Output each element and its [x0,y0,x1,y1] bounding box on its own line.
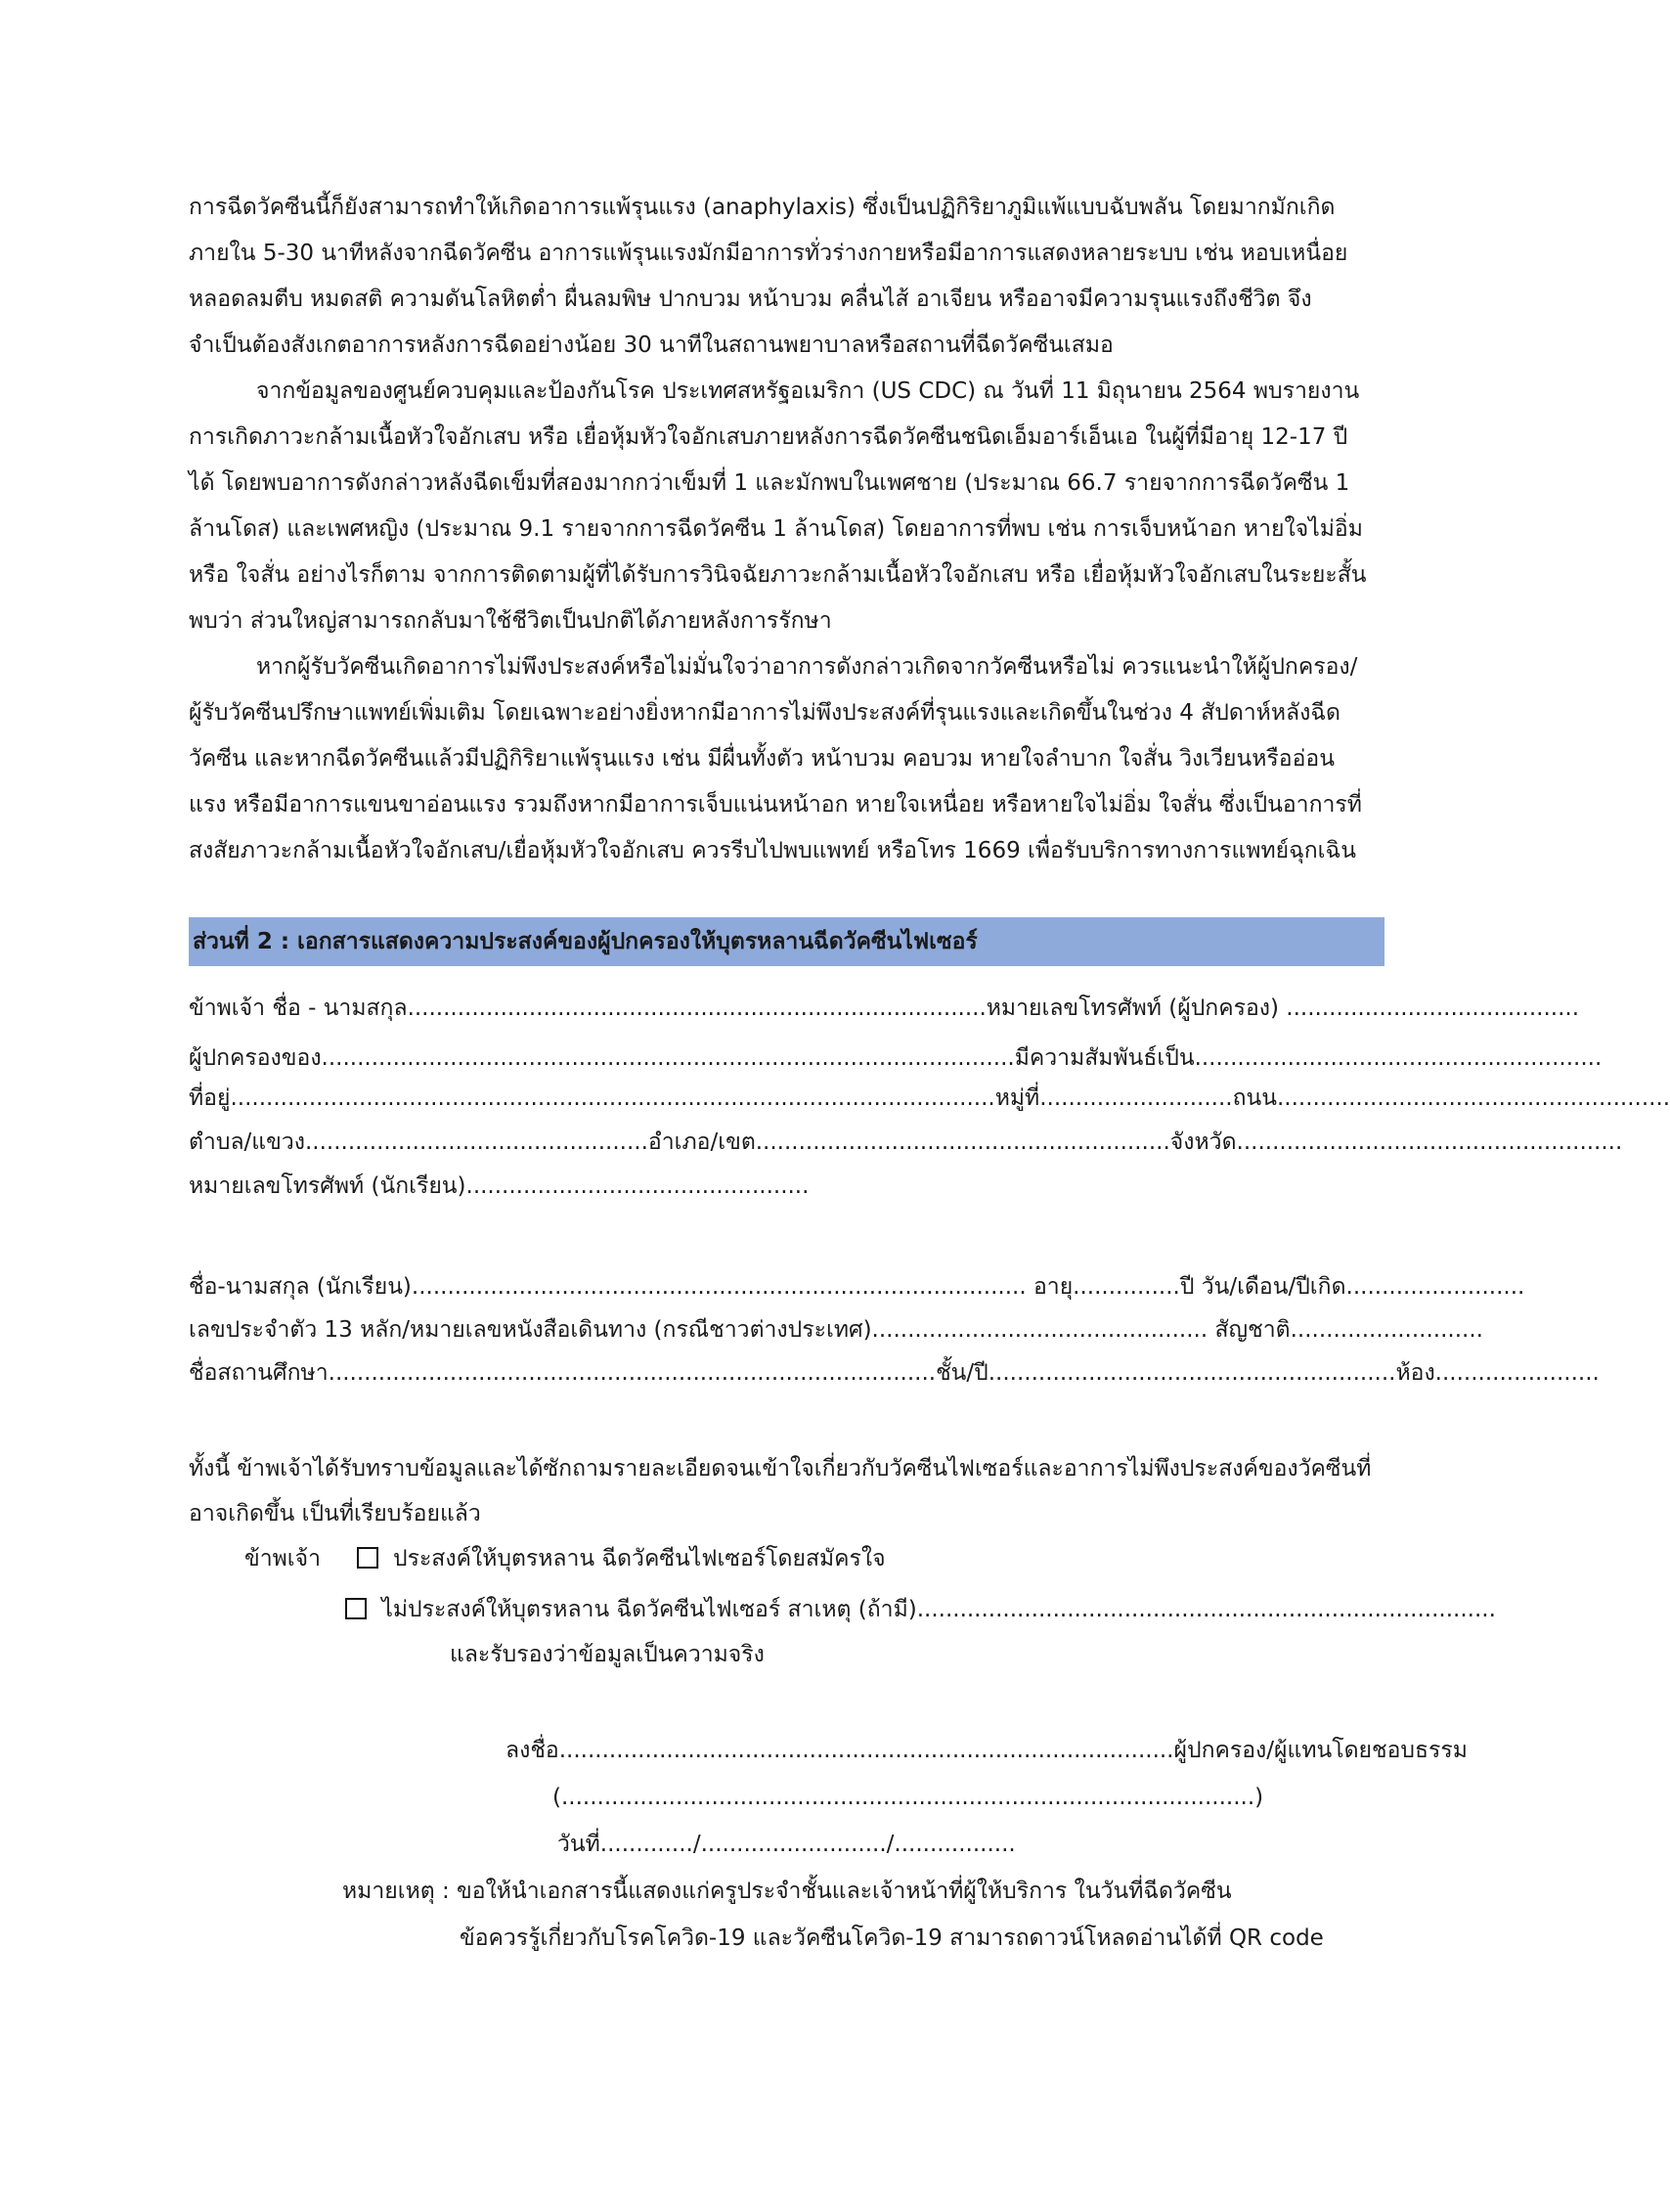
school-field[interactable]: ชื่อสถานศึกษา.....................................................................................ชั้น/ปี.........................................................ห้อง....................... [189,1360,1600,1386]
student-name-field[interactable]: ชื่อ-นามสกุล (นักเรียน)...................................................................................... อายุ...............ปี วัน/เดือน/ปีเกิด......................... [189,1274,1525,1300]
body-line: จากข้อมูลของศูนย์ควบคุมและป้องกันโรค ประเทศสหรัฐอเมริกา (US CDC) ณ วันที่ 11 มิถุนายน 2564 พบรายงาน [256,378,1360,404]
consent-prefix: ข้าพเจ้า [244,1546,322,1571]
body-line: ได้ โดยพบอาการดังกล่าวหลังฉีดเข็มที่สองมากกว่าเข็มที่ 1 และมักพบในเพศชาย (ประมาณ 66.7 รายจากการฉีดวัคซีน 1 [189,470,1350,496]
body-line: วัคซีน และหากฉีดวัคซีนแล้วมีปฏิกิริยาแพ้รุนแรง เช่น มีผื่นทั้งตัว หน้าบวม คอบวม หายใจลำบาก ใจสั่น วิงเวียนหรืออ่อน [189,746,1335,772]
certify-text: และรับรองว่าข้อมูลเป็นความจริง [450,1642,765,1667]
signature-field[interactable]: ลงชื่อ......................................................................................ผู้ปกครอง/ผู้แทนโดยชอบธรรม [505,1738,1468,1763]
acknowledgement-text: ทั้งนี้ ข้าพเจ้าได้รับทราบข้อมูลและได้ซักถามรายละเอียดจนเข้าใจเกี่ยวกับวัคซีนไฟเซอร์และอาการไม่พึงประสงค์ของวัคซีนที่ [189,1456,1372,1482]
student-phone-field[interactable]: หมายเลขโทรศัพท์ (นักเรียน)................................................ [189,1173,810,1199]
body-line: การเกิดภาวะกล้ามเนื้อหัวใจอักเสบ หรือ เยื่อหุ้มหัวใจอักเสบภายหลังการฉีดวัคซีนชนิดเอ็มอาร์เอ็นเอ ในผู้ที่มีอายุ 12-17 ปี [189,424,1348,450]
consent-yes-checkbox[interactable] [357,1547,378,1569]
note-qr-text: ข้อควรรู้เกี่ยวกับโรคโควิด-19 และวัคซีนโควิด-19 สามารถดาวน์โหลดอ่านได้ที่ QR code [460,1925,1324,1951]
body-line: ล้านโดส) และเพศหญิง (ประมาณ 9.1 รายจากการฉีดวัคซีน 1 ล้านโดส) โดยอาการที่พบ เช่น การเจ็บหน้าอก หายใจไม่อิ่ม [189,516,1363,542]
body-line: หลอดลมตีบ หมดสติ ความดันโลหิตต่ำ ผื่นลมพิษ ปากบวม หน้าบวม คลื่นไส้ อาเจียน หรืออาจมีความรุนแรงถึงชีวิต จึง [189,287,1312,312]
district-province-field[interactable]: ตำบล/แขวง................................................อำเภอ/เขต..........................................................จังหวัด...................................................... [189,1129,1623,1155]
consent-yes-row [244,1539,1369,1578]
note-text: หมายเหตุ : ขอให้นำเอกสารนี้แสดงแก่ครูประจำชั้นและเจ้าหน้าที่ผู้ให้บริการ ในวันที่ฉีดวัคซีน [342,1879,1232,1904]
consent-no-checkbox[interactable] [345,1598,367,1619]
consent-yes-label: ประสงค์ให้บุตรหลาน ฉีดวัคซีนไฟเซอร์โดยสมัครใจ [393,1546,886,1571]
body-line: ผู้รับวัคซีนปรึกษาแพทย์เพิ่มเติม โดยเฉพาะอย่างยิ่งหากมีอาการไม่พึงประสงค์ที่รุนแรงและเกิดขึ้นในช่วง 4 สัปดาห์หลังฉีด [189,700,1340,726]
body-line: หรือ ใจสั่น อย่างไรก็ตาม จากการติดตามผู้ที่ได้รับการวินิจฉัยภาวะกล้ามเนื้อหัวใจอักเสบ หรือ เยื่อหุ้มหัวใจอักเสบในระยะสั้น [189,562,1367,588]
consent-no-row [345,1590,1496,1629]
body-line: สงสัยภาวะกล้ามเนื้อหัวใจอักเสบ/เยื่อหุ้มหัวใจอักเสบ ควรรีบไปพบแพทย์ หรือโทร 1669 เพื่อรับบริการทางการแพทย์ฉุกเฉิน [189,838,1356,863]
body-line: หากผู้รับวัคซีนเกิดอาการไม่พึงประสงค์หรือไม่มั่นใจว่าอาการดังกล่าวเกิดจากวัคซีนหรือไม่ ควรแนะนำให้ผู้ปกครอง/ [256,654,1358,680]
body-line: ภายใน 5-30 นาทีหลังจากฉีดวัคซีน อาการแพ้รุนแรงมักมีอาการทั่วร่างกายหรือมีอาการแสดงหลายระบบ เช่น หอบเหนื่อย [189,241,1348,266]
guardian-of-field[interactable]: ผู้ปกครองของ.................................................................................................มีความสัมพันธ์เป็น......................................................... [189,1045,1603,1071]
student-id-field[interactable]: เลขประจำตัว 13 หลัก/หมายเลขหนังสือเดินทาง (กรณีชาวต่างประเทศ)............................................... สัญชาติ........................... [189,1317,1483,1343]
section-2-header: ส่วนที่ 2 : เอกสารแสดงความประสงค์ของผู้ปกครองให้บุตรหลานฉีดวัคซีนไฟเซอร์ [189,917,1384,966]
signature-name-field[interactable]: (.................................................................................................) [552,1785,1264,1810]
body-line: การฉีดวัคซีนนี้ก็ยังสามารถทำให้เกิดอาการแพ้รุนแรง (anaphylaxis) ซึ่งเป็นปฏิกิริยาภูมิแพ้แบบฉับพลัน โดยมากมักเกิด [189,195,1336,220]
consent-no-label[interactable]: ไม่ประสงค์ให้บุตรหลาน ฉีดวัคซีนไฟเซอร์ สาเหตุ (ถ้ามี)................................................................................. [381,1597,1496,1622]
address-field[interactable]: ที่อยู่...........................................................................................................หมู่ที่...........................ถนน....................................................... [189,1085,1670,1111]
date-field[interactable]: วันที่............./........................../................. [557,1832,1016,1857]
body-line: จำเป็นต้องสังเกตอาการหลังการฉีดอย่างน้อย 30 นาทีในสถานพยาบาลหรือสถานที่ฉีดวัคซีนเสมอ [189,332,1114,358]
body-line: พบว่า ส่วนใหญ่สามารถกลับมาใช้ชีวิตเป็นปกติได้ภายหลังการรักษา [189,608,832,634]
parent-name-field[interactable]: ข้าพเจ้า ชื่อ - นามสกุล.................................................................................หมายเลขโทรศัพท์ (ผู้ปกครอง) ......................................... [189,995,1580,1021]
body-line: แรง หรือมีอาการแขนขาอ่อนแรง รวมถึงหากมีอาการเจ็บแน่นหน้าอก หายใจเหนื่อย หรือหายใจไม่อิ่ม ใจสั่น ซึ่งเป็นอาการที่ [189,792,1362,818]
acknowledgement-text: อาจเกิดขึ้น เป็นที่เรียบร้อยแล้ว [189,1501,481,1526]
